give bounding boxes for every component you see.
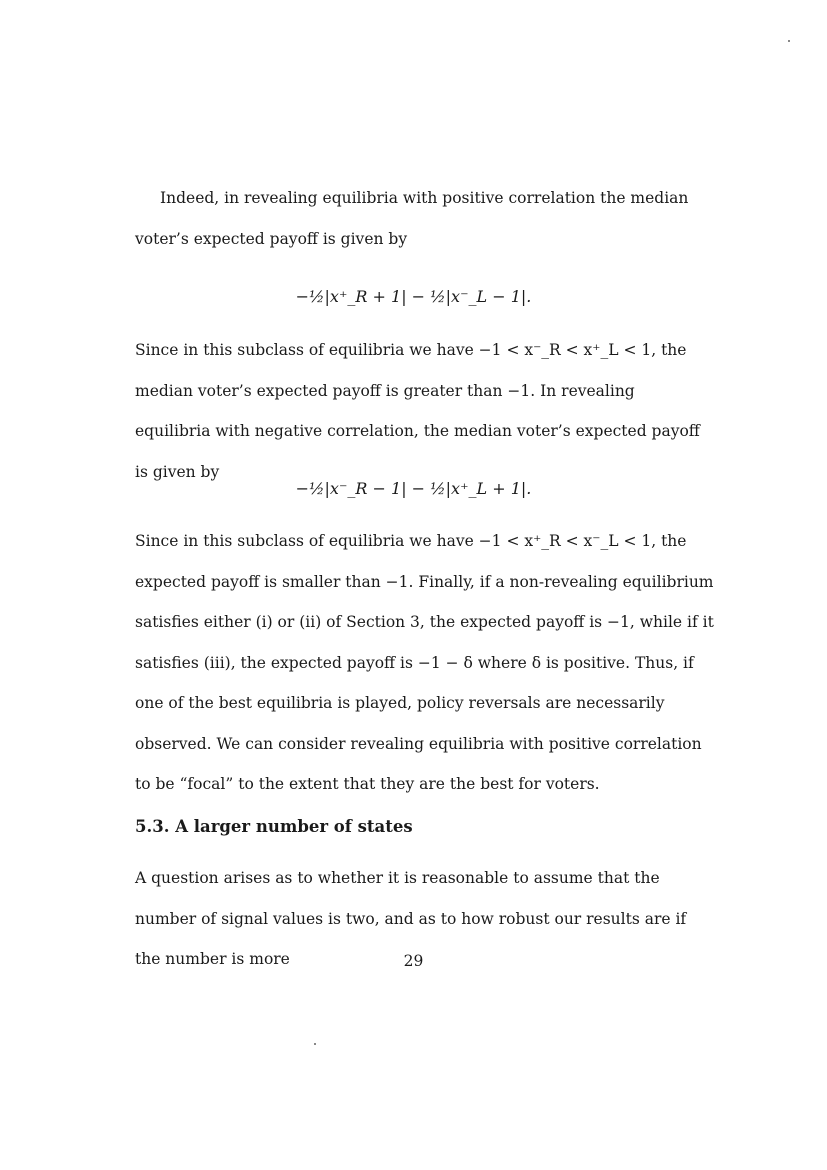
- page-number: 29: [403, 952, 424, 970]
- equation-negative-correlation: −½|x⁻_R − 1| − ½|x⁺_L + 1|.: [295, 479, 532, 498]
- paragraph-larger-number-states: A question arises as to whether it is reasonable to assume that the number of signal values is two, and as to how robust our results are if the number is more: [135, 869, 687, 968]
- paragraph-subclass-negative: Since in this subclass of equilibria we have −1 < x⁻_R < x⁺_L < 1, the median voter’s expected payoff is greater than −1. In revealing equilibria with negative correlation, the median voter’s expected payoff is given by: [135, 341, 700, 481]
- scan-speck-top: [788, 40, 790, 42]
- scan-speck-bottom: [314, 1043, 316, 1045]
- paragraph-non-revealing: Since in this subclass of equilibria we have −1 < x⁺_R < x⁻_L < 1, the expected payoff is smaller than −1. Finally, if a non-revealing equilibrium satisfies either (i) or (ii) of Section 3, the expected payoff is −1, while if it satisfies (iii), the expected payoff is −1 − δ where δ is positive. Thus, if one of the best equilibria is played, policy reversals are necessarily observed. We can consider revealing equilibria with positive correlation to be “focal” to the extent that they are the best for voters.: [135, 532, 714, 793]
- section-heading: 5.3. A larger number of states: [135, 817, 413, 836]
- equation-positive-correlation: −½|x⁺_R + 1| − ½|x⁻_L − 1|.: [295, 287, 532, 306]
- paragraph-expected-payoff-positive: Indeed, in revealing equilibria with positive correlation the median voter’s expected payoff is given by: [135, 189, 689, 248]
